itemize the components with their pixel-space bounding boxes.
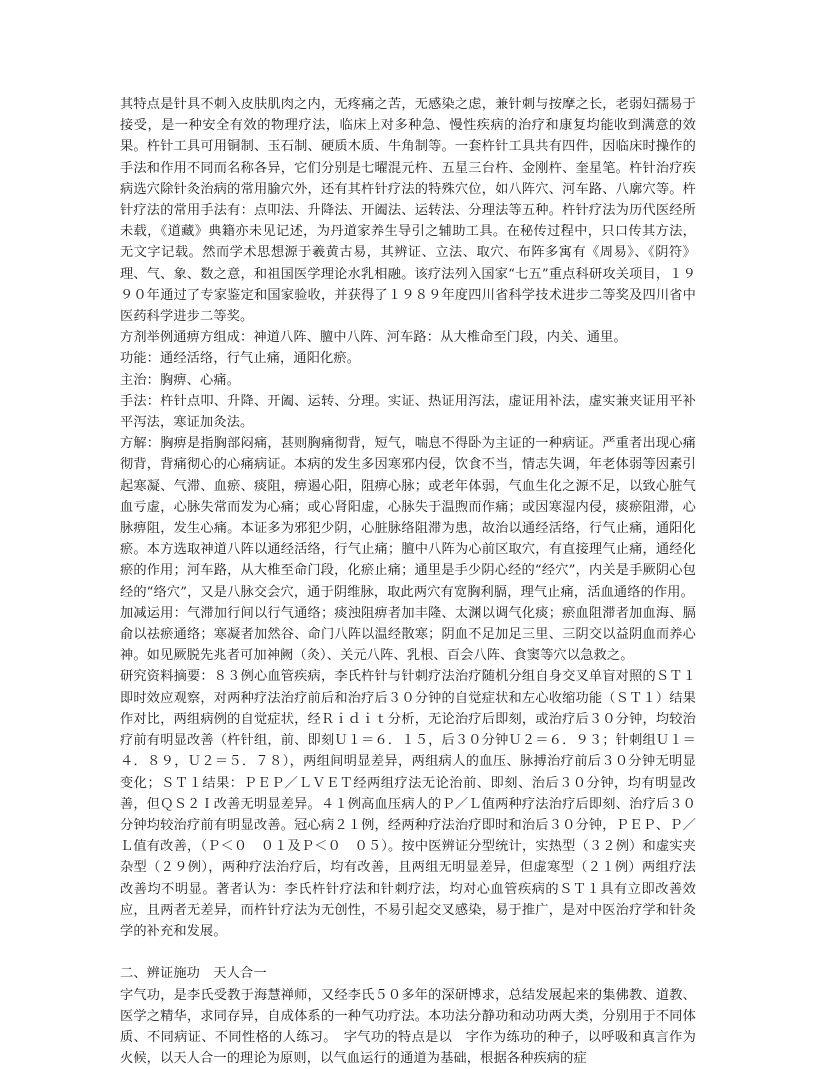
qigong-paragraph: 字气功，是李氏受教于海慧禅师，又经李氏５０多年的深研博求，总结发展起来的集佛教、道教、医学之精华，求同存异，自成体系的一种气功疗法。本功法分静功和动功两大类，分别用于不同体质、不同病证、不同性格的人练习。 字气功的特点是以 字作为练功的种子，以呼吸和真言作为火候，以天人合一的理论为原则，以气血运行的通道为基础，根据各种疾病的症 (120, 987, 696, 1067)
prescription-explanation: 方解：胸痹是指胸部闷痛，甚则胸痛彻背，短气，喘息不得卧为主证的一种病证。严重者出现心痛彻背，背痛彻心的心痛病证。本病的发生多因寒邪内侵，饮食不当，情志失调，年老体弱等因素引起寒凝、气滞、血瘀、痰阻，痹遏心阳，阻痹心脉；或老年体弱，气血生化之源不足，以致心脏气血亏虚，心脉失常而发为心痛；或心肾阳虚，心脉失于温煦而作痛；或因寒湿内侵，痰瘀阻滞，心脉痹阻，发生心痛。本证多为邪犯少阴，心脏脉络阻滞为患，故治以通经活络，行气止痛，通阳化瘀。本方选取神道八阵以通经活络，行气止痛；膻中八阵为心前区取穴，有直接理气止痛，通经化瘀的作用；河车路，从大椎至命门段，化瘀止痛；通里是手少阴心经的“经穴”，内关是手厥阴心包经的“络穴”，又是八脉交会穴，通于阴维脉，取此两穴有宽胸利膈，理气止痛，活血通络的作用。 (120, 436, 696, 600)
intro-paragraph: 其特点是针具不刺入皮肤肌肉之内，无疼痛之苦，无感染之虑，兼针刺与按摩之长，老弱妇孺易于接受，是一种安全有效的物理疗法，临床上对多种急、慢性疾病的治疗和康复均能收到满意的效果。杵针工具可用铜制、玉石制、硬质木质、牛角制等。一套杵针工具共有四件，因临床时操作的手法和作用不同而名称各异，它们分别是七曜混元杵、五星三台杵、金刚杵、奎星笔。杵针治疗疾病选穴除针灸治病的常用腧穴外，还有其杵针疗法的特殊穴位，如八阵穴、河车路、八廓穴等。杵针疗法的常用手法有：点叩法、升降法、开阖法、运转法、分理法等五种。杵针疗法为历代医经所未载，《道藏》典籍亦未见记述，为丹道家养生导引之辅助工具。在秘传过程中，只口传其方法，无文字记载。然而学术思想源于羲黄古易，其辨证、立法、取穴、布阵多寓有《周易》、《阴符》理、气、象、数之意，和祖国医学理论水乳相融。该疗法列入国家“七五”重点科研攻关项目，１９９０年通过了专家鉴定和国家验收，并获得了１９８９年度四川省科学技术进步二等奖及四川省中医药科学进步二等奖。 (120, 97, 696, 325)
section-heading: 二、辨证施功 天人合一 (120, 966, 267, 982)
modification-paragraph: 加减运用：气滞加行间以行气通络；痰浊阻痹者加丰隆、太渊以调气化痰；瘀血阻滞者加血海、膈俞以祛瘀通络；寒凝者加然谷、命门八阵以温经散寒；阴血不足加足三里、三阴交以益阴血而养心神。如见厥脱先兆者可加神阙（灸）、关元八阵、乳根、百会八阵、食窦等穴以急救之。 (120, 605, 696, 664)
research-summary: 研究资料摘要：８３例心血管疾病，李氏杵针与针刺疗法治疗随机分组自身交叉单盲对照的ＳＴ１即时效应观察，对两种疗法治疗前后和治疗后３０分钟的自觉症状和左心收缩功能（ＳＴ１）结果作对比，两组病例的自觉症状，经Ｒｉｄｉｔ分析，无论治疗后即刻，或治疗后３０分钟，均较治疗前有明显改善（杵针组，前、即刻Ｕ１＝６．１５，后３０分钟Ｕ２＝６．９３；针刺组Ｕ１＝４．８９，Ｕ２＝５．７８），两组间明显差异，两组病人的血压、脉搏治疗前后３０分钟无明显变化；ＳＴ１结果：ＰＥＰ／ＬＶＥＴ经两组疗法无论治前、即刻、治后３０分钟，均有明显改善，但ＱＳ２Ｉ改善无明显差异。４１例高血压病人的Ｐ／Ｌ值两种疗法治疗后即刻、治疗后３０分钟均较治疗前有明显改善。冠心病２１例，经两种疗法治疗即时和治后３０分钟，ＰＥＰ、Ｐ／Ｌ值有改善，（Ｐ＜０ ０１及Ｐ＜０ ０５）。按中医辨证分型统计，实热型（３２例）和虚实夹杂型（２９例），两种疗法治疗后，均有改善，且两组无明显差异，但虚寒型（２１例）两组疗法改善均不明显。著者认为：李氏杵针疗法和针刺疗法，均对心血管疾病的ＳＴ１具有立即改善效应，且两者无差异，而杵针疗法为无创性，不易引起交叉感染，易于推广，是对中医治疗学和针灸学的补充和发展。 (120, 669, 696, 939)
function-line: 功能：通经活络，行气止痛，通阳化瘀。 (120, 351, 361, 367)
blank-line (120, 942, 696, 963)
technique-paragraph: 手法：杵针点叩、升降、开阖、运转、分理。实证、热证用泻法，虚证用补法，虚实兼夹证用平补平泻法，寒证加灸法。 (120, 393, 696, 431)
indication-line: 主治：胸痹、心痛。 (120, 372, 241, 388)
prescription-composition: 方剂举例通痹方组成：神道八阵、膻中八阵、河车路：从大椎命至门段，内关、通里。 (120, 330, 627, 346)
document-page (120, 94, 696, 1069)
